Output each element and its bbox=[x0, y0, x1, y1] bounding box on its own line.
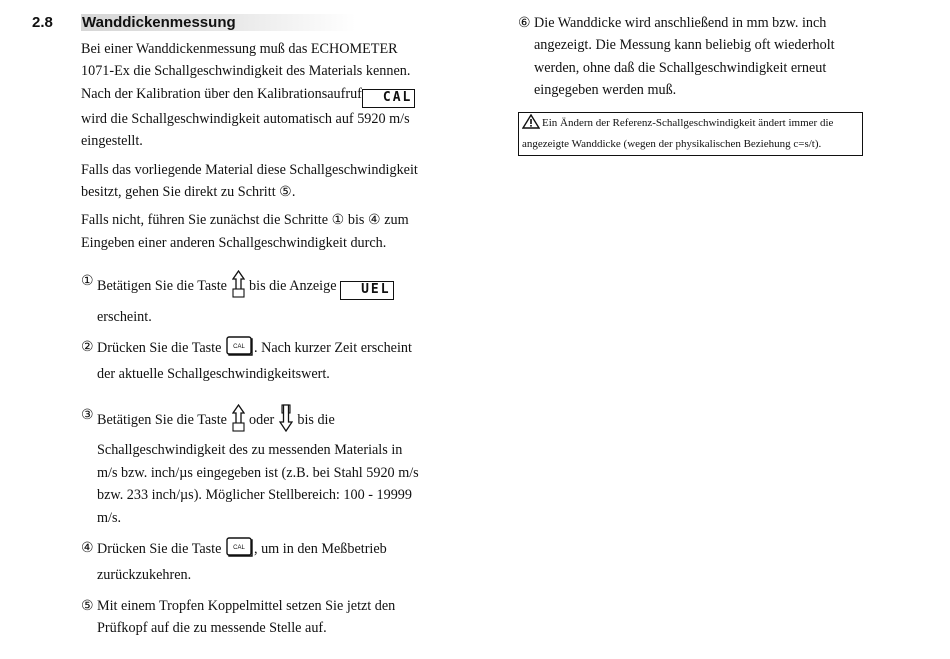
section-number: 2.8 bbox=[32, 14, 53, 31]
arrow-up-key-icon bbox=[232, 404, 245, 439]
step-3 bbox=[81, 394, 426, 529]
step-text: Mit einem Tropfen Koppelmittel setzen Sie jetzt den Prüfkopf auf die zu messende Stelle auf. bbox=[97, 597, 396, 637]
arrow-down-key-icon bbox=[279, 404, 293, 439]
step-6 bbox=[518, 12, 863, 102]
step-4 bbox=[81, 537, 426, 587]
step-number: ① bbox=[81, 273, 94, 290]
warning-text: Ein Ändern der Referenz-Schallgeschwindigkeit ändert immer die angezeigte Wanddicke (wegen der physikalischen Beziehung c=s/t). bbox=[522, 116, 834, 150]
lcd-display-cal: CAL bbox=[362, 89, 415, 108]
cal-key-label: CAL bbox=[233, 544, 245, 551]
paragraph-skip: Falls das vorliegende Material diese Schallgeschwindigkeit besitzt, gehen Sie direkt zu Schritt ⑤. bbox=[81, 161, 418, 201]
step-text: , um in den Meßbetrieb zurückzukehren. bbox=[97, 540, 387, 584]
step-number: ⑥ bbox=[518, 15, 531, 31]
step-text: bis die Anzeige bbox=[245, 278, 341, 295]
warning-triangle-icon bbox=[522, 114, 540, 135]
right-column bbox=[518, 12, 863, 156]
cal-key-icon bbox=[226, 537, 253, 564]
section-title: Wanddickenmessung bbox=[81, 14, 356, 31]
step-text: Die Wanddicke wird anschließend in mm bzw. inch angezeigt. Die Messung kann beliebig oft wiederholt werden, ohne daß die Schallgeschwindigkeit erneut eingegeben werden muß. bbox=[534, 15, 835, 99]
step-5 bbox=[81, 595, 426, 640]
lcd-display-uel: UEL bbox=[340, 281, 393, 300]
step-text: Drücken Sie die Taste bbox=[97, 340, 225, 357]
warning-box bbox=[518, 112, 863, 156]
intro-text-b: wird die Schallgeschwindigkeit automatisch auf 5920 m/s eingestellt. bbox=[81, 110, 410, 150]
intro-text-a: Bei einer Wanddickenmessung muß das ECHOMETER 1071-Ex die Schallgeschwindigkeit des Materials kennen. Nach der Kalibration über den Kalibrationsaufruf bbox=[81, 41, 411, 102]
step-text: oder bbox=[245, 411, 278, 428]
left-column bbox=[81, 38, 426, 648]
step-text: Betätigen Sie die Taste bbox=[97, 411, 231, 428]
step-2 bbox=[81, 336, 426, 386]
step-number: ③ bbox=[81, 406, 94, 423]
step-number: ④ bbox=[81, 539, 94, 556]
intro-paragraph bbox=[81, 38, 426, 153]
cal-key-label: CAL bbox=[233, 344, 245, 351]
step-1 bbox=[81, 260, 426, 328]
step-number: ⑤ bbox=[81, 597, 94, 614]
step-text: Drücken Sie die Taste bbox=[97, 540, 225, 557]
step-text: Betätigen Sie die Taste bbox=[97, 278, 231, 295]
paragraph-steps-intro: Falls nicht, führen Sie zunächst die Schritte ① bis ④ zum Eingeben einer anderen Schallgeschwindigkeit durch. bbox=[81, 212, 409, 251]
step-text: bis die Schallgeschwindigkeit des zu messenden Materials in m/s bzw. inch/µs eingegeben ist (z.B. bei Stahl 5920 m/s bzw. 233 inch/µs). Möglicher Stellbereich: 100 - 19999 m/s. bbox=[97, 411, 419, 526]
arrow-up-key-icon bbox=[232, 270, 245, 305]
cal-key-icon bbox=[226, 336, 253, 363]
step-number: ② bbox=[81, 339, 94, 356]
step-text: . Nach kurzer Zeit erscheint der aktuelle Schallgeschwindigkeitswert. bbox=[97, 340, 412, 383]
step-text: erscheint. bbox=[97, 308, 152, 325]
